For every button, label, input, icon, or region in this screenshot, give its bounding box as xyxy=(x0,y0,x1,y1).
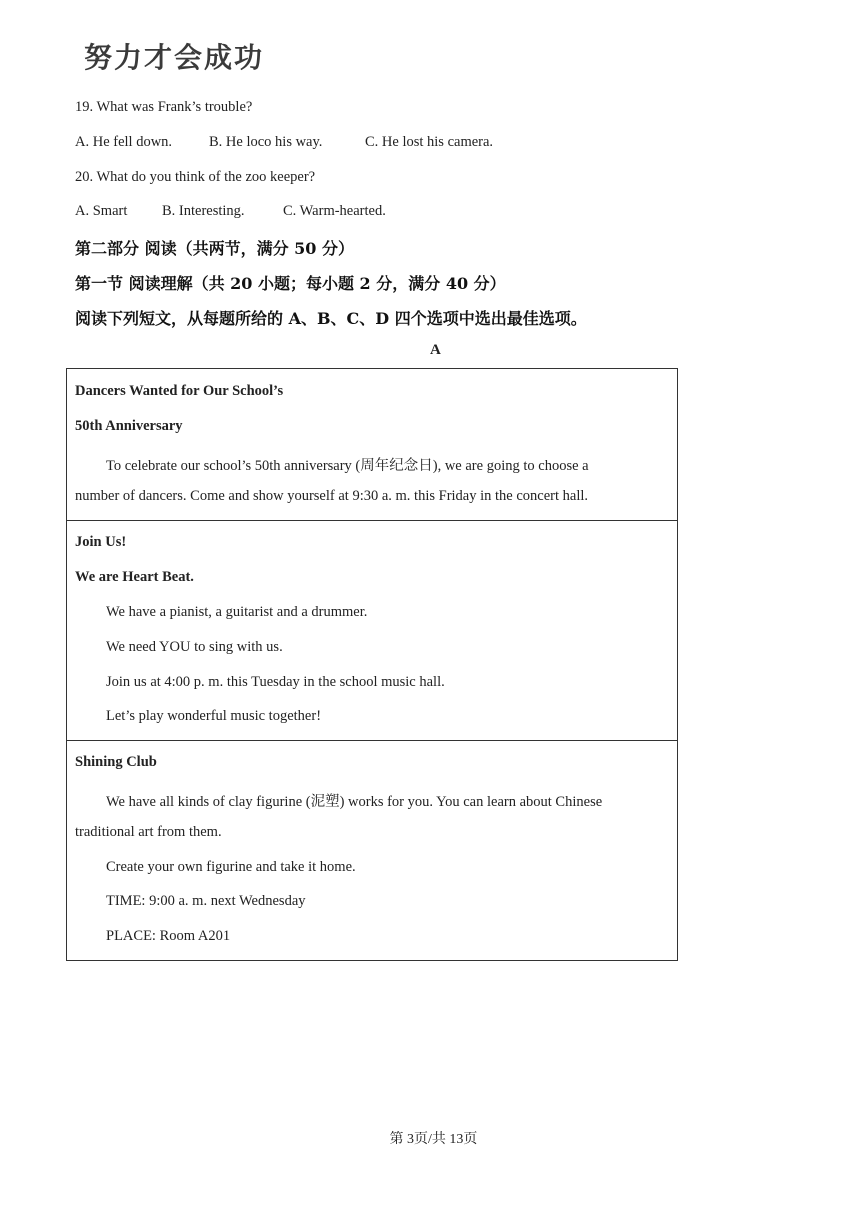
question-20-options xyxy=(75,203,386,220)
ad-line: We need YOU to sing with us. xyxy=(106,639,283,655)
q19-option-a: A. He fell down. xyxy=(75,134,173,150)
q19-option-c: C. He lost his camera. xyxy=(365,134,494,150)
ad-subheading: 50th Anniversary xyxy=(75,418,183,434)
watermark-text: 努力才会成功 xyxy=(84,41,265,74)
question-19-stem: 19. What was Frank’s trouble? xyxy=(75,99,253,115)
question-19-options xyxy=(75,134,493,151)
ad-text: traditional art from them. xyxy=(75,824,222,840)
ad-line: Let’s play wonderful music together! xyxy=(106,708,322,724)
ad-line: PLACE: Room A201 xyxy=(106,928,231,944)
ad-join-us xyxy=(66,520,678,741)
ad-text: To celebrate our school’s 50th anniversary (周年纪念日), we are going to choose a xyxy=(106,458,589,474)
ad-line: Join us at 4:00 p. m. this Tuesday in the school music hall. xyxy=(106,674,445,690)
ad-text: We have all kinds of clay figurine (泥塑) works for you. You can learn about Chinese xyxy=(106,794,603,810)
q20-option-c: C. Warm-hearted. xyxy=(283,203,386,219)
ad-heading: Dancers Wanted for Our School’s xyxy=(75,383,284,399)
sub-title: 第一节 阅读理解（共 20 小题；每小题 2 分，满分 40 分） xyxy=(75,274,506,293)
question-20-stem: 20. What do you think of the zoo keeper? xyxy=(75,169,316,185)
q20-option-a: A. Smart xyxy=(75,203,128,219)
q19-option-b: B. He loco his way. xyxy=(209,134,323,150)
q20-option-b: B. Interesting. xyxy=(162,203,245,219)
ad-line: Create your own figurine and take it home. xyxy=(106,859,356,875)
ad-line: TIME: 9:00 a. m. next Wednesday xyxy=(106,893,306,909)
ad-line: We have a pianist, a guitarist and a drummer. xyxy=(106,604,368,620)
instruction: 阅读下列短文，从每题所给的 A、B、C、D 四个选项中选出最佳选项。 xyxy=(75,309,587,328)
page-number: 第 3页/共 13页 xyxy=(389,1132,478,1147)
ad-shining-club xyxy=(66,740,678,961)
passage-label: A xyxy=(430,342,441,358)
ad-dancers-wanted xyxy=(66,368,678,521)
ad-subheading: We are Heart Beat. xyxy=(75,569,194,585)
part-title: 第二部分 阅读（共两节，满分 50 分） xyxy=(75,239,354,258)
ad-text: number of dancers. Come and show yourself at 9:30 a. m. this Friday in the concert hall. xyxy=(75,488,589,504)
ad-heading: Join Us! xyxy=(75,534,127,550)
ad-heading: Shining Club xyxy=(75,754,157,770)
